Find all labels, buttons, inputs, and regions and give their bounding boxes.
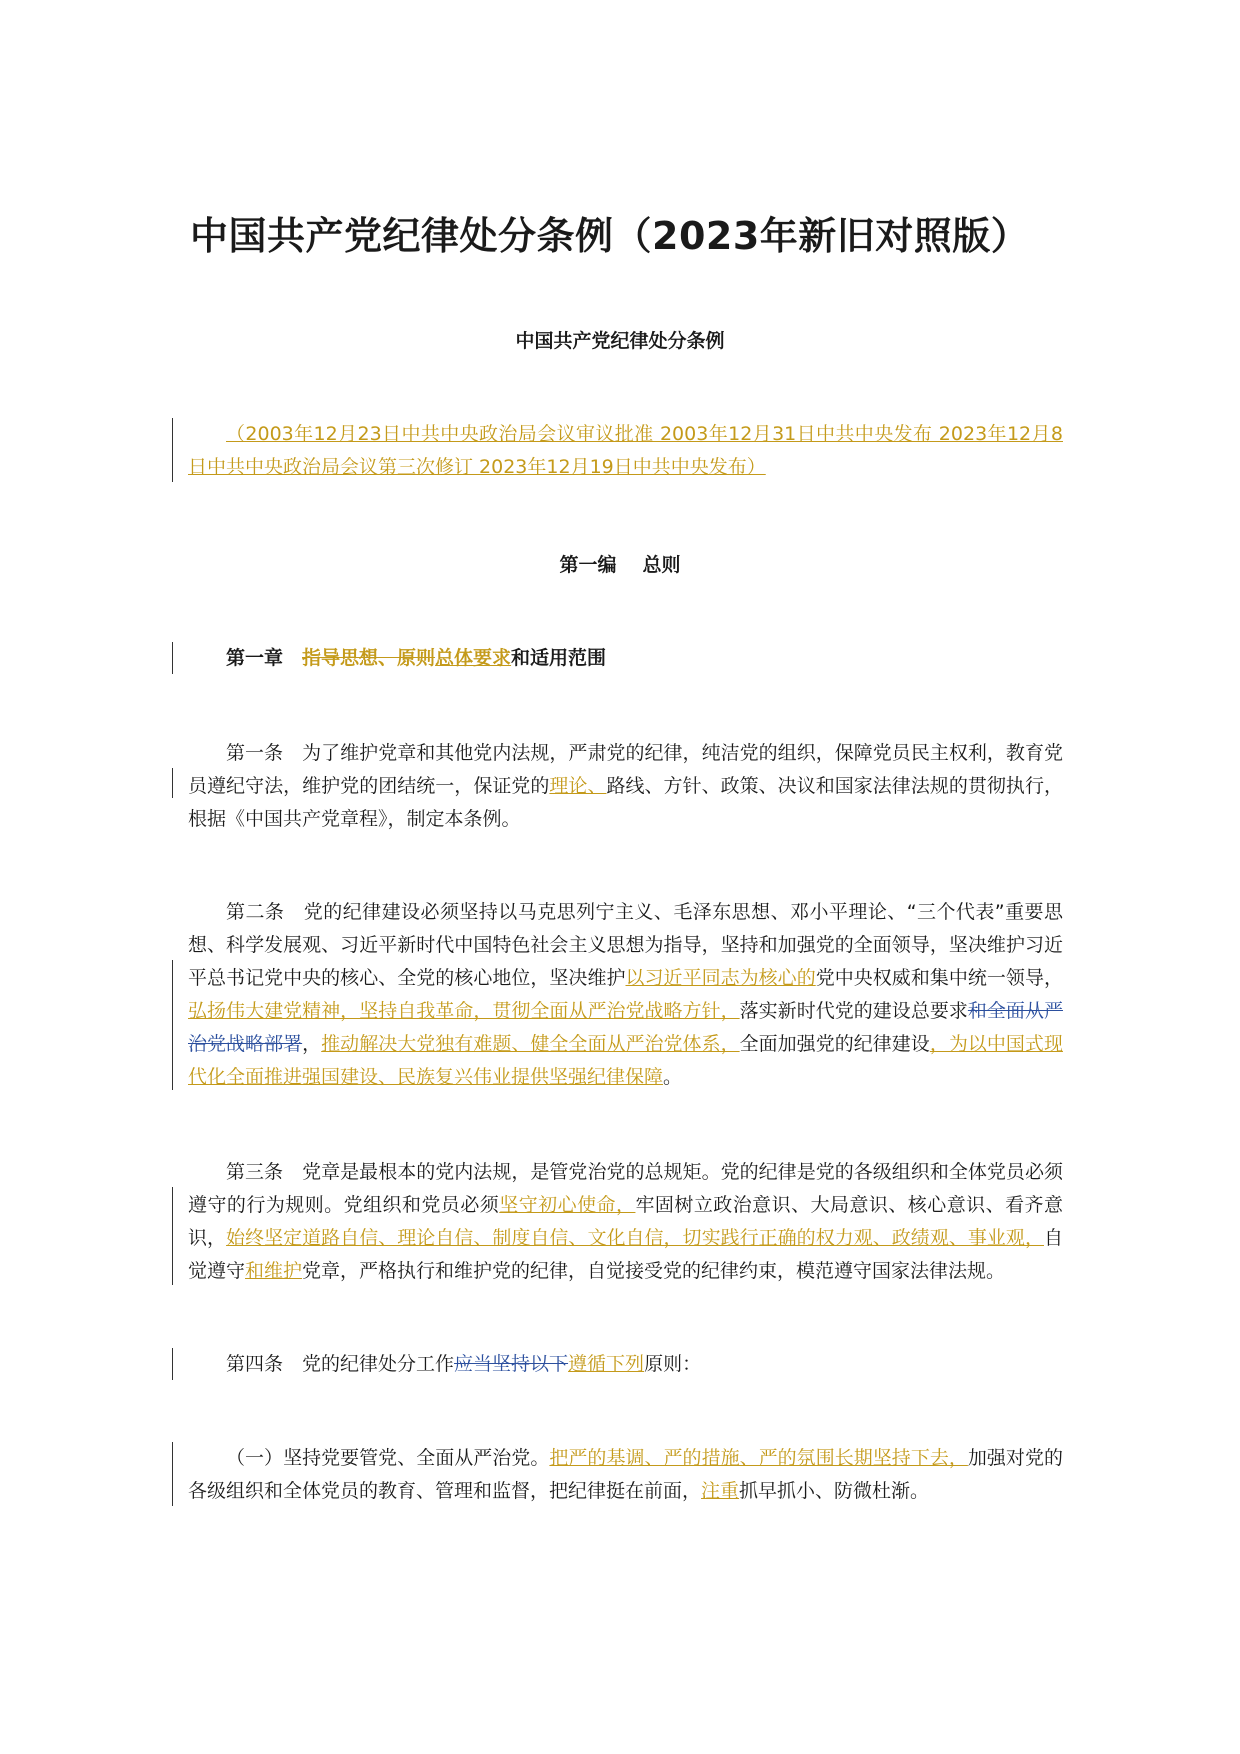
inserted-text: 把严的基调、严的措施、严的氛围长期坚持下去，	[549, 1447, 968, 1469]
article-3: 第三条 党章是最根本的党内法规，是管党治党的总规矩。党的纪律是党的各级组织和全体党员必须遵守的行为规则。党组织和党员必须坚守初心使命，牢固树立政治意识、大局意识、核心意识、看齐意识，始终坚定道路自信、理论自信、制度自信、文化自信，切实践行正确的权力观、政绩观、事业观，自觉遵守和维护党章，严格执行和维护党的纪律，自觉接受党的纪律约束，模范遵守国家法律法规。	[188, 1161, 1063, 1282]
law-title: 中国共产党纪律处分条例	[515, 330, 725, 352]
inserted-text: 推动解决大党独有难题、健全全面从严治党体系，	[321, 1033, 740, 1055]
change-bar	[172, 960, 173, 1090]
inserted-text: 弘扬伟大建党精神，坚持自我革命，贯彻全面从严治党战略方针，	[188, 1000, 740, 1022]
document-title: 中国共产党纪律处分条例（2023年新旧对照版）	[190, 214, 1030, 258]
inserted-text: 总体要求	[435, 647, 512, 669]
chapter-name-tail: 和适用范围	[511, 647, 607, 669]
article-4: 第四条 党的纪律处分工作应当坚持以下遵循下列原则：	[226, 1353, 702, 1375]
change-bar	[172, 1187, 173, 1285]
inserted-text: 和维护	[245, 1260, 303, 1282]
chapter-label: 第一章	[226, 647, 284, 669]
change-bar	[172, 642, 173, 674]
article-label: 第三条	[226, 1161, 284, 1183]
change-bar	[172, 1348, 173, 1380]
change-bar	[172, 768, 173, 798]
deleted-text: 指导思想、原则	[302, 647, 436, 669]
inserted-text: 遵循下列	[568, 1353, 645, 1375]
inserted-text: 理论、	[549, 775, 607, 797]
inserted-text: 坚守初心使命，	[499, 1194, 636, 1216]
inserted-text: 以习近平同志为核心的	[625, 967, 816, 989]
chapter-heading	[188, 642, 1063, 675]
deleted-text: 应当坚持以下	[454, 1353, 569, 1375]
deleted-text: 和全面从严治党战略部署	[188, 1000, 1063, 1055]
inserted-text: 注重	[701, 1480, 740, 1502]
inserted-text: ，为以中国式现代化全面推进强国建设、民族复兴伟业提供坚强纪律保障	[188, 1033, 1063, 1088]
article-label: 第一条	[226, 742, 284, 764]
adoption-note	[188, 418, 1063, 484]
article-2: 第二条 党的纪律建设必须坚持以马克思列宁主义、毛泽东思想、邓小平理论、“三个代表”重要思想、科学发展观、习近平新时代中国特色社会主义思想为指导，坚持和加强党的全面领导，坚决维护习近平总书记党中央的核心、全党的核心地位，坚决维护以习近平同志为核心的党中央权威和集中统一领导，弘扬伟大建党精神，坚持自我革命，贯彻全面从严治党战略方针，落实新时代党的建设总要求和全面从严治党战略部署，推动解决大党独有难题、健全全面从严治党体系，全面加强党的纪律建设，为以中国式现代化全面推进强国建设、民族复兴伟业提供坚强纪律保障。	[188, 901, 1063, 1088]
principle-item-1: （一）坚持党要管党、全面从严治党。把严的基调、严的措施、严的氛围长期坚持下去，加强对党的各级组织和全体党员的教育、管理和监督，把纪律挺在前面，注重抓早抓小、防微杜渐。	[188, 1447, 1063, 1502]
article-label: 第四条	[226, 1353, 284, 1375]
part-heading	[0, 550, 1240, 577]
part-label: 第一编	[559, 554, 617, 576]
change-bar	[172, 418, 173, 482]
change-bar	[172, 1442, 173, 1506]
inserted-text: （2003年12月23日中共中央政治局会议审议批准 2003年12月31日中共中央发布 2023年12月8日中共中央政治局会议第三次修订 2023年12月19日中共中央发布）	[188, 423, 1063, 478]
part-name: 总则	[642, 554, 681, 576]
inserted-text: 始终坚定道路自信、理论自信、制度自信、文化自信，切实践行正确的权力观、政绩观、事业观，	[226, 1227, 1044, 1249]
article-label: 第二条	[226, 901, 285, 923]
article-1: 第一条 为了维护党章和其他党内法规，严肃党的纪律，纯洁党的组织，保障党员民主权利，教育党员遵纪守法，维护党的团结统一，保证党的理论、路线、方针、政策、决议和国家法律法规的贯彻执行，根据《中国共产党章程》，制定本条例。	[188, 742, 1063, 830]
